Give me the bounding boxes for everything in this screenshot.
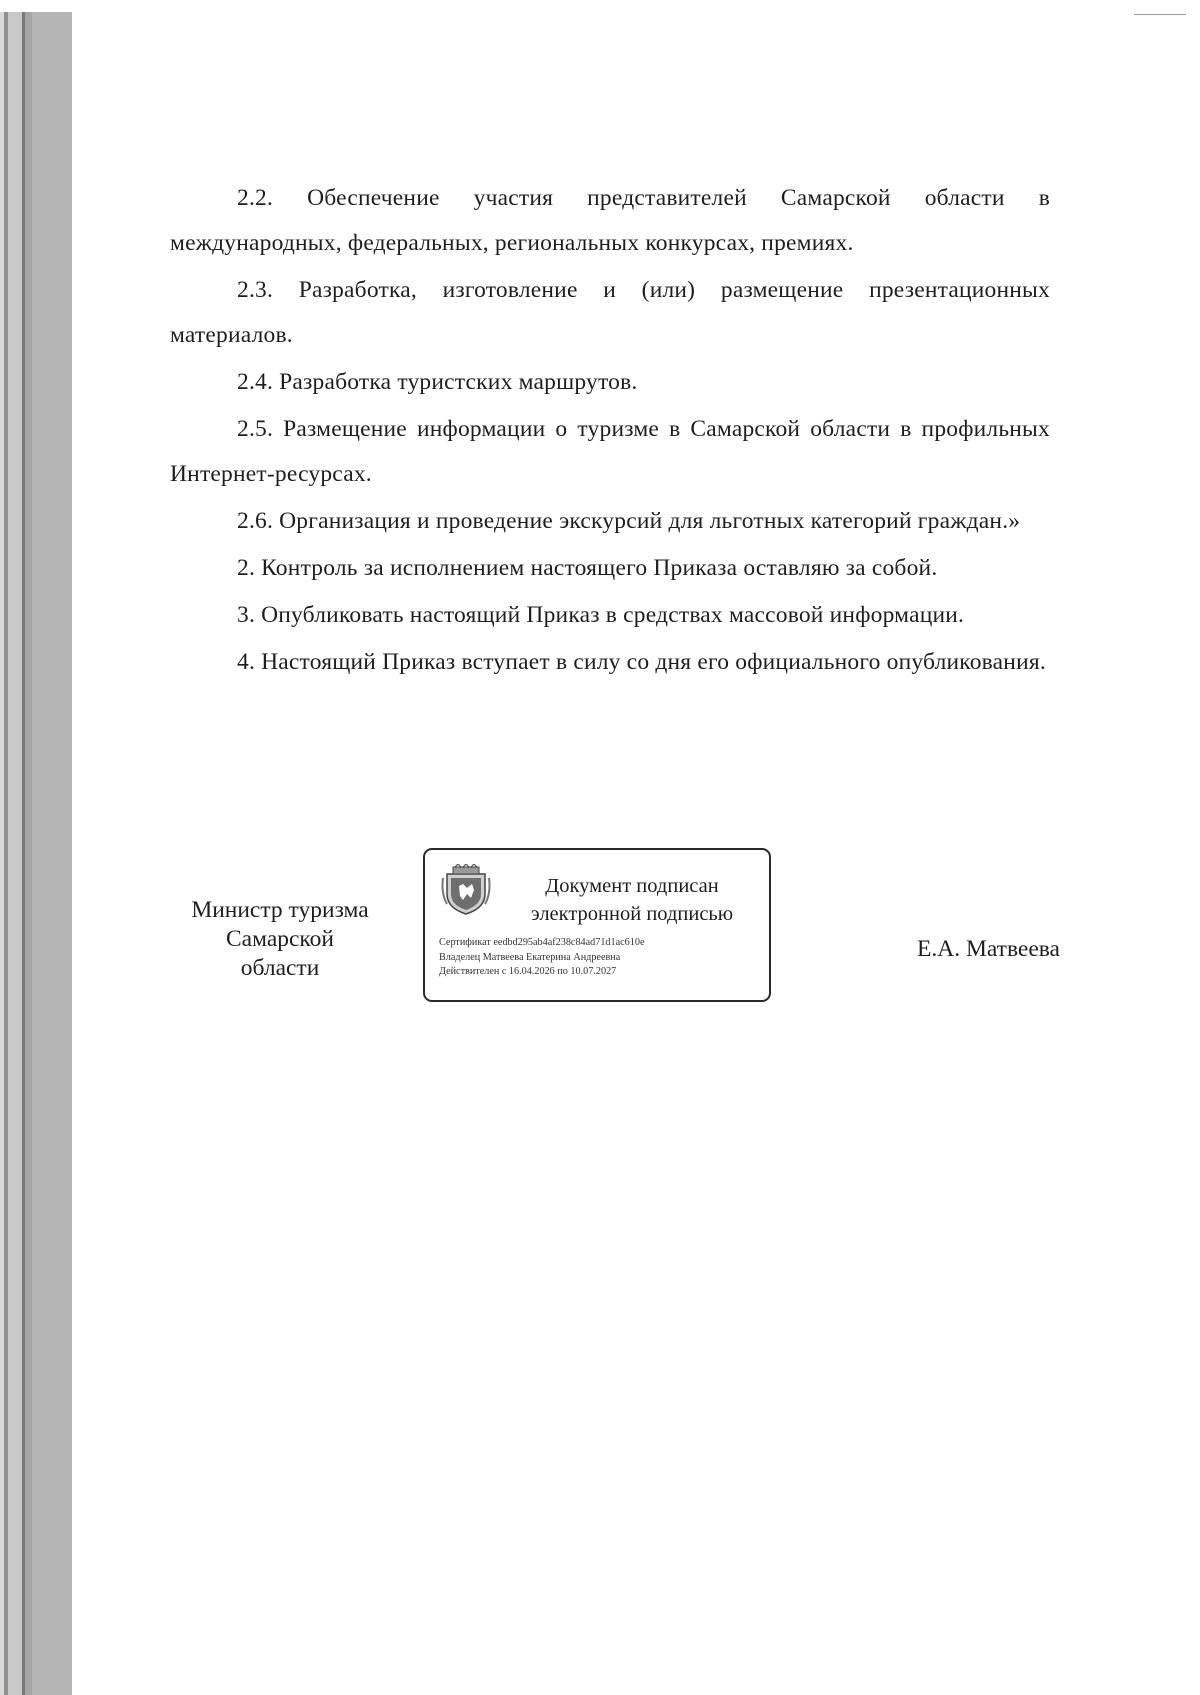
- signatory-title-line: области: [240, 955, 320, 981]
- document-body: [170, 176, 1050, 687]
- signatory-title: [170, 896, 390, 983]
- stamp-heading: [501, 872, 763, 928]
- signatory-title-line: Самарской: [226, 926, 334, 952]
- signatory-title-line: Министр туризма: [191, 897, 369, 923]
- paragraph-2-3: 2.3. Разработка, изготовление и (или) размещение презентационных материалов.: [170, 277, 1050, 348]
- samara-coat-of-arms-icon: [441, 864, 491, 916]
- stamp-details: [439, 936, 759, 980]
- paragraph-2-6: 2.6. Организация и проведение экскурсий для льготных категорий граждан.»: [237, 508, 1021, 534]
- stamp-heading-line: электронной подписью: [530, 903, 734, 925]
- scan-strip-margin: [0, 0, 72, 12]
- signature-block: [170, 848, 1090, 1008]
- corner-scan-mark: [1134, 14, 1186, 15]
- paragraph-2-2: 2.2. Обеспечение участия представителей Самарской области в международных, федеральных, региональных конкурсах, премиях.: [170, 185, 1050, 256]
- stamp-heading-line: Документ подписан: [545, 875, 719, 897]
- paragraph-2-5: 2.5. Размещение информации о туризме в Самарской области в профильных Интернет-ресурсах.: [170, 416, 1050, 487]
- paragraph-publish: 3. Опубликовать настоящий Приказ в средствах массовой информации.: [237, 602, 965, 628]
- paragraph-2-4: 2.4. Разработка туристских маршрутов.: [237, 369, 638, 395]
- paragraph-control: 2. Контроль за исполнением настоящего Приказа оставляю за собой.: [237, 555, 938, 581]
- signatory-name: Е.А. Матвеева: [917, 936, 1060, 962]
- electronic-signature-stamp: [423, 848, 771, 1002]
- scan-binding-strip: [0, 0, 72, 1695]
- certificate-owner: Владелец Матвеева Екатерина Андреевна: [439, 951, 621, 963]
- certificate-validity: Действителен с 16.04.2026 по 10.07.2027: [439, 966, 617, 977]
- certificate-number: Сертификат eedbd295ab4af238c84ad71d1ac610e: [439, 937, 645, 948]
- paragraph-effective: 4. Настоящий Приказ вступает в силу со дня его официального опубликования.: [237, 649, 1046, 675]
